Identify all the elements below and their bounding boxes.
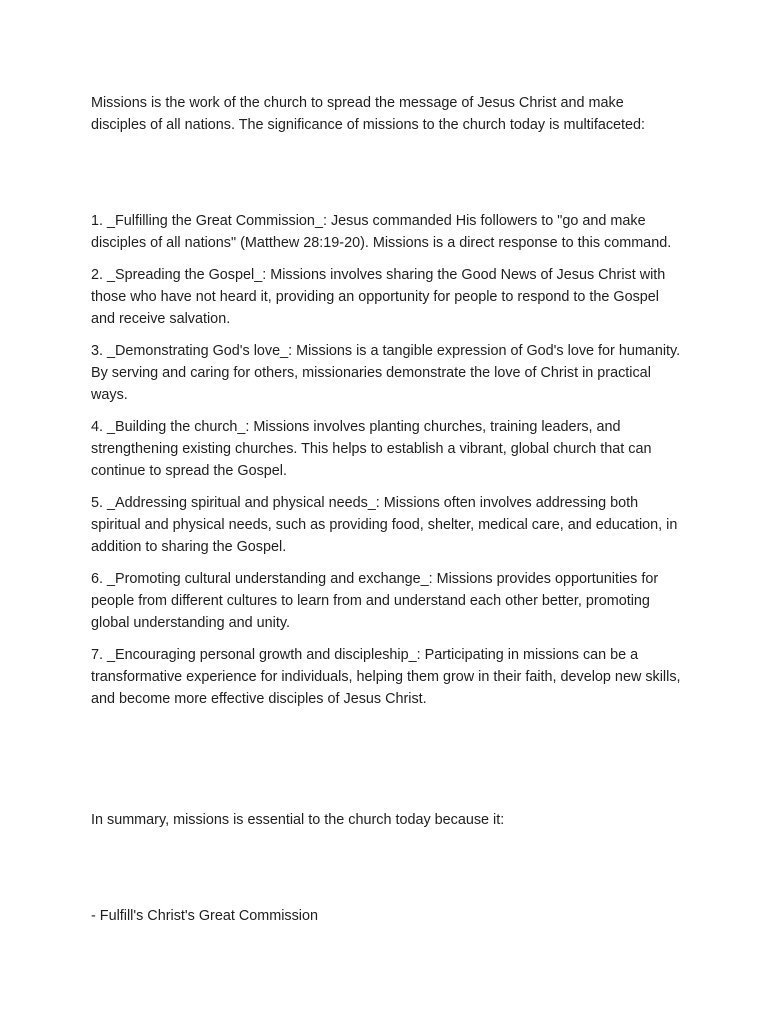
list-item: 3. _Demonstrating God's love_: Missions is a tangible expression of God's love for humanity. By serving and caring for others, missionaries demonstrate the love of Christ in practical ways.	[91, 343, 681, 403]
list-item: 2. _Spreading the Gospel_: Missions involves sharing the Good News of Jesus Christ with those who have not heard it, providing an opportunity for people to respond to the Gospel and receive salvation.	[91, 267, 666, 327]
significance-list	[91, 210, 681, 720]
list-item: 7. _Encouraging personal growth and discipleship_: Participating in missions can be a transformative experience for individuals, helping them grow in their faith, develop new skills, and become more effective disciples of Jesus Christ.	[91, 647, 681, 707]
list-item: 6. _Promoting cultural understanding and exchange_: Missions provides opportunities for people from different cultures to learn from and understand each other better, promoting global understanding and unity.	[91, 571, 659, 631]
intro-paragraph: Missions is the work of the church to spread the message of Jesus Christ and make disciples of all nations. The significance of missions to the church today is multifaceted:	[91, 95, 646, 133]
list-item: 5. _Addressing spiritual and physical needs_: Missions often involves addressing both spiritual and physical needs, such as providing food, shelter, medical care, and education, in addition to sharing the Gospel.	[91, 495, 678, 555]
list-item: 4. _Building the church_: Missions involves planting churches, training leaders, and strengthening existing churches. This helps to establish a vibrant, global church that can continue to spread the Gospel.	[91, 419, 652, 479]
summary-paragraph: In summary, missions is essential to the church today because it:	[91, 812, 505, 828]
summary-bullet: - Fulfill's Christ's Great Commission	[91, 908, 318, 924]
list-item: 1. _Fulfilling the Great Commission_: Jesus commanded His followers to "go and make disciples of all nations" (Matthew 28:19-20). Missions is a direct response to this command.	[91, 213, 672, 251]
